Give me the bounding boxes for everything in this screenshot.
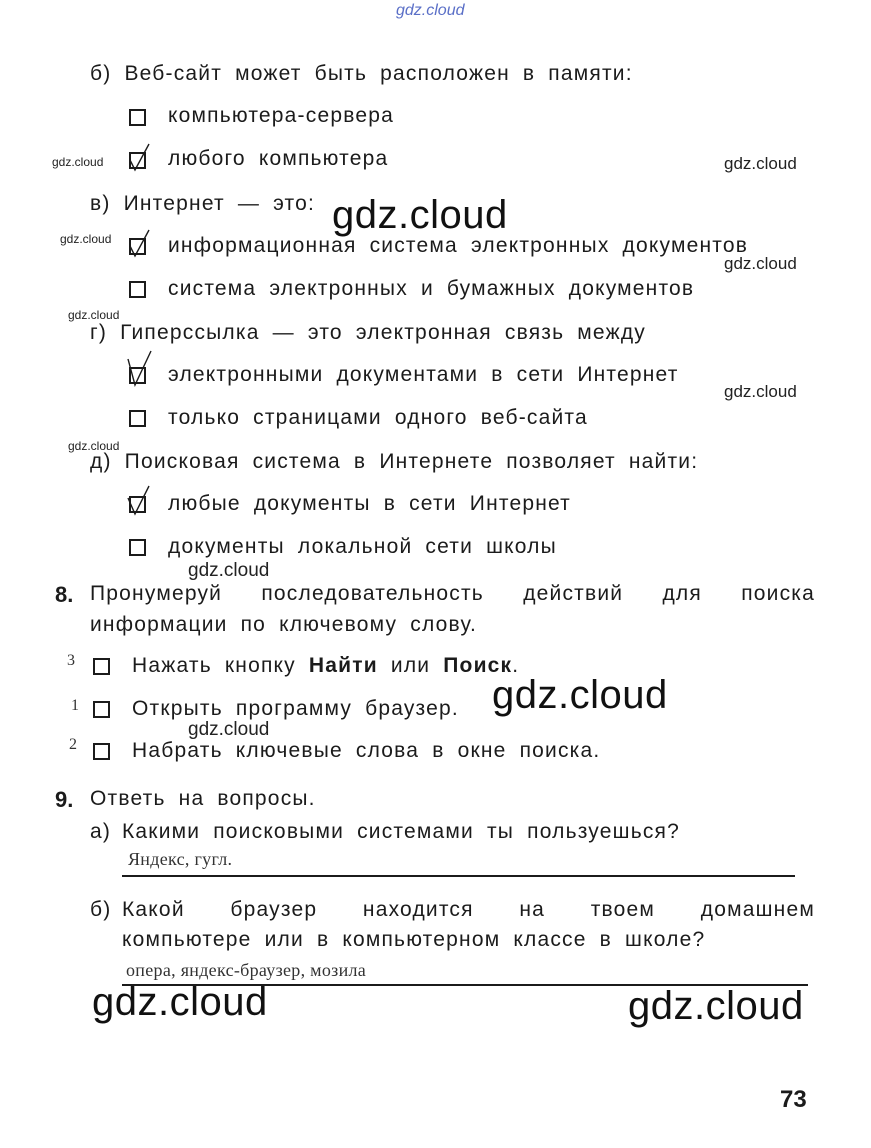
watermark: gdz.cloud bbox=[724, 154, 797, 173]
task-9b-word: браузер bbox=[230, 898, 318, 921]
watermark-large: gdz.cloud bbox=[92, 980, 268, 1024]
check-mark-icon bbox=[125, 226, 155, 260]
check-mark-icon bbox=[125, 140, 155, 174]
answer-line-9a bbox=[122, 875, 795, 877]
option-v-2-label: система электронных и бумажных документов bbox=[168, 277, 695, 300]
question-v-title: в) Интернет — это: bbox=[90, 192, 316, 215]
check-mark-icon bbox=[125, 484, 155, 518]
task-8-line-2: информации по ключевому слову. bbox=[90, 613, 478, 636]
checkbox-d-2[interactable] bbox=[129, 539, 146, 556]
option-d-1-label: любые документы в сети Интернет bbox=[168, 492, 572, 515]
task-9b-word: находится bbox=[362, 898, 474, 921]
task-8-word: Пронумеруй bbox=[90, 582, 223, 605]
task-9b-answer[interactable]: опера, яндекс-браузер, мозила bbox=[126, 960, 367, 980]
watermark: gdz.cloud bbox=[68, 439, 120, 453]
step-1-handwritten-number: 3 bbox=[67, 652, 75, 669]
question-d-title: д) Поисковая система в Интернете позволяет найти: bbox=[90, 450, 699, 473]
find-button-word: Найти bbox=[308, 654, 378, 677]
watermark: gdz.cloud bbox=[188, 719, 270, 740]
task-9b-word: Какой bbox=[122, 898, 185, 921]
task-8-word: для bbox=[662, 582, 702, 605]
task-9b-word: твоем bbox=[590, 898, 656, 921]
task-8-number: 8. bbox=[55, 582, 74, 607]
watermark-large: gdz.cloud bbox=[332, 193, 508, 237]
search-button-word: Поиск bbox=[443, 654, 513, 677]
step-2-handwritten-number: 1 bbox=[71, 697, 79, 714]
option-g-2-label: только страницами одного веб-сайта bbox=[168, 406, 588, 429]
checkbox-g-2[interactable] bbox=[129, 410, 146, 427]
step-1-checkbox[interactable] bbox=[93, 658, 110, 675]
step-1-prefix: Нажать кнопку bbox=[132, 654, 309, 677]
task-9b-line-2: компьютере или в компьютерном классе в школе? bbox=[122, 928, 706, 951]
option-v-1-label: информационная система электронных документов bbox=[168, 234, 749, 257]
task-9b-word: домашнем bbox=[700, 898, 815, 921]
checkbox-d-1[interactable] bbox=[129, 496, 146, 513]
check-mark-icon bbox=[125, 355, 155, 389]
checkbox-b-2[interactable] bbox=[129, 152, 146, 169]
step-3-handwritten-number: 2 bbox=[69, 736, 77, 753]
watermark: gdz.cloud bbox=[68, 308, 120, 322]
checkbox-v-2[interactable] bbox=[129, 281, 146, 298]
watermark-top: gdz.cloud bbox=[396, 2, 465, 19]
task-9a-answer[interactable]: Яндекс, гугл. bbox=[128, 849, 233, 869]
task-9b-label: б) bbox=[90, 898, 112, 921]
option-b-1-label: компьютера-сервера bbox=[168, 104, 394, 127]
question-b-title: б) Веб-сайт может быть расположен в памяти: bbox=[90, 62, 633, 85]
task-8-line-1 bbox=[90, 582, 815, 606]
step-1-text bbox=[132, 654, 519, 678]
step-2-checkbox[interactable] bbox=[93, 701, 110, 718]
option-b-2-label: любого компьютера bbox=[168, 147, 389, 170]
watermark-large: gdz.cloud bbox=[628, 984, 804, 1028]
step-1-middle: или bbox=[377, 654, 444, 677]
step-1-suffix: . bbox=[512, 654, 520, 677]
step-2-text: Открыть программу браузер. bbox=[132, 697, 459, 720]
task-9b-word: на bbox=[519, 898, 546, 921]
task-9-title: Ответь на вопросы. bbox=[90, 787, 316, 810]
checkbox-v-1[interactable] bbox=[129, 238, 146, 255]
watermark-large: gdz.cloud bbox=[492, 673, 668, 717]
watermark: gdz.cloud bbox=[724, 382, 797, 401]
task-9a-question: Какими поисковыми системами ты пользуешься? bbox=[122, 820, 680, 843]
checkbox-b-1[interactable] bbox=[129, 109, 146, 126]
task-9b-line-1 bbox=[122, 898, 815, 922]
task-9a-label: а) bbox=[90, 820, 112, 843]
question-g-title: г) Гиперссылка — это электронная связь между bbox=[90, 321, 646, 344]
checkbox-g-1[interactable] bbox=[129, 367, 146, 384]
option-d-2-label: документы локальной сети школы bbox=[168, 535, 557, 558]
task-8-word: действий bbox=[523, 582, 624, 605]
watermark: gdz.cloud bbox=[724, 254, 797, 273]
task-8-word: последовательность bbox=[261, 582, 484, 605]
task-9-number: 9. bbox=[55, 787, 74, 812]
watermark: gdz.cloud bbox=[188, 560, 270, 581]
step-3-text: Набрать ключевые слова в окне поиска. bbox=[132, 739, 601, 762]
task-8-word: поиска bbox=[741, 582, 815, 605]
watermark: gdz.cloud bbox=[60, 232, 112, 246]
option-g-1-label: электронными документами в сети Интернет bbox=[168, 363, 679, 386]
step-3-checkbox[interactable] bbox=[93, 743, 110, 760]
watermark: gdz.cloud bbox=[52, 155, 104, 169]
page-number: 73 bbox=[780, 1086, 807, 1113]
